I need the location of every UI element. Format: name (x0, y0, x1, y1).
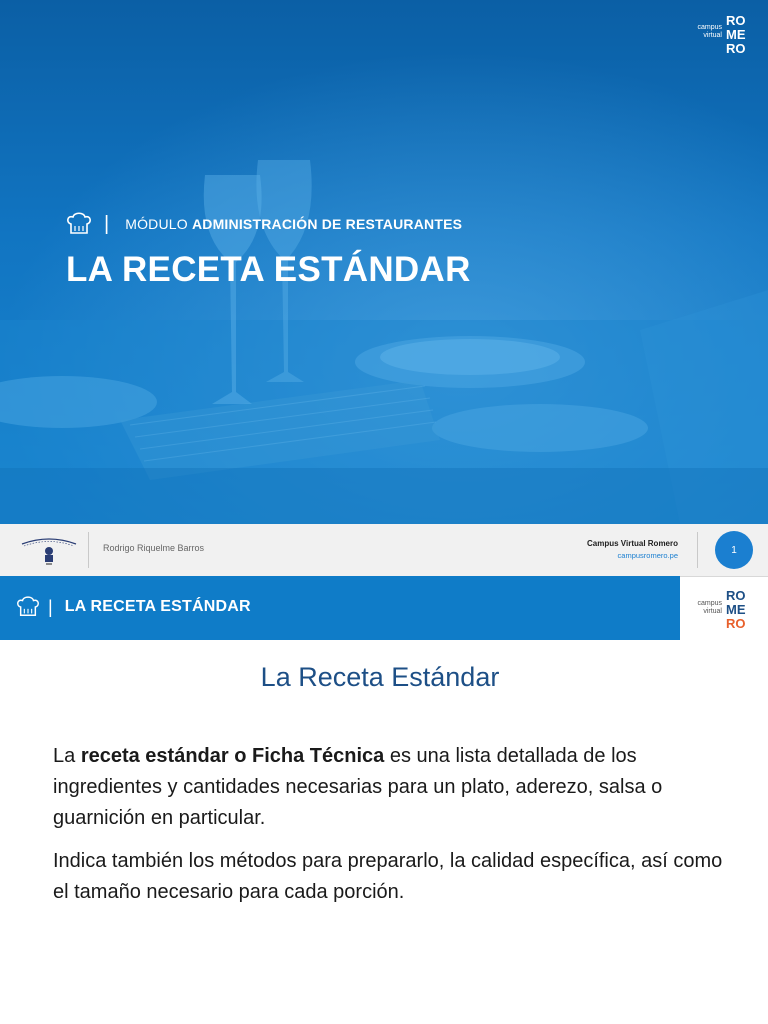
campus-romero-logo-color (692, 586, 754, 635)
p1-rest: es una lista detallada de los ingredientes y cantidades necesarias para un plato, aderezo, salsa o guarnición en particular. (53, 745, 663, 829)
logo-line-2: ME (726, 27, 746, 42)
page-number-badge: 1 (715, 531, 753, 569)
logo-virtual-text: virtual (703, 608, 722, 615)
logo-line-3: RO (726, 616, 746, 630)
logo-virtual-text: virtual (703, 32, 722, 39)
logo-campus-text: campus (697, 24, 722, 31)
slide-footer (0, 524, 768, 577)
author-name: Rodrigo Riquelme Barros (103, 543, 205, 553)
campus-name: Campus Virtual Romero (587, 539, 678, 548)
header-separator: | (48, 597, 53, 617)
slide-header-bar (0, 576, 680, 640)
logo-line-2: ME (726, 602, 746, 617)
slide-heading: La Receta Estándar (260, 662, 500, 692)
module-prefix: MÓDULO (125, 216, 188, 232)
campus-info (587, 539, 678, 560)
p1-bold-term: receta estándar o Ficha Técnica (80, 745, 385, 767)
module-separator: | (104, 213, 110, 235)
module-name: ADMINISTRACIÓN DE RESTAURANTES (191, 216, 463, 232)
logo-line-1: RO (726, 588, 746, 603)
chef-hat-icon (66, 212, 92, 236)
logo-campus-text: campus (697, 600, 722, 607)
cover-title: LA RECETA ESTÁNDAR (66, 250, 471, 289)
logo-line-3: RO (726, 41, 746, 54)
footer-divider-right (697, 532, 698, 568)
campus-url-link[interactable]: campusromero.pe (617, 551, 678, 560)
chef-hat-icon (16, 596, 40, 618)
methods-paragraph: Indica también los métodos para prepararlo, la calidad específica, así como el tamaño necesario para cada porción. (53, 850, 723, 903)
le-cordon-bleu-logo (18, 532, 80, 568)
p1-start: La (53, 745, 81, 767)
campus-romero-logo (694, 12, 754, 59)
definition-paragraph (53, 741, 733, 834)
logo-line-1: RO (726, 13, 746, 28)
module-line (66, 212, 462, 236)
footer-divider (88, 532, 89, 568)
header-title: LA RECETA ESTÁNDAR (64, 598, 251, 615)
module-label (125, 216, 462, 232)
